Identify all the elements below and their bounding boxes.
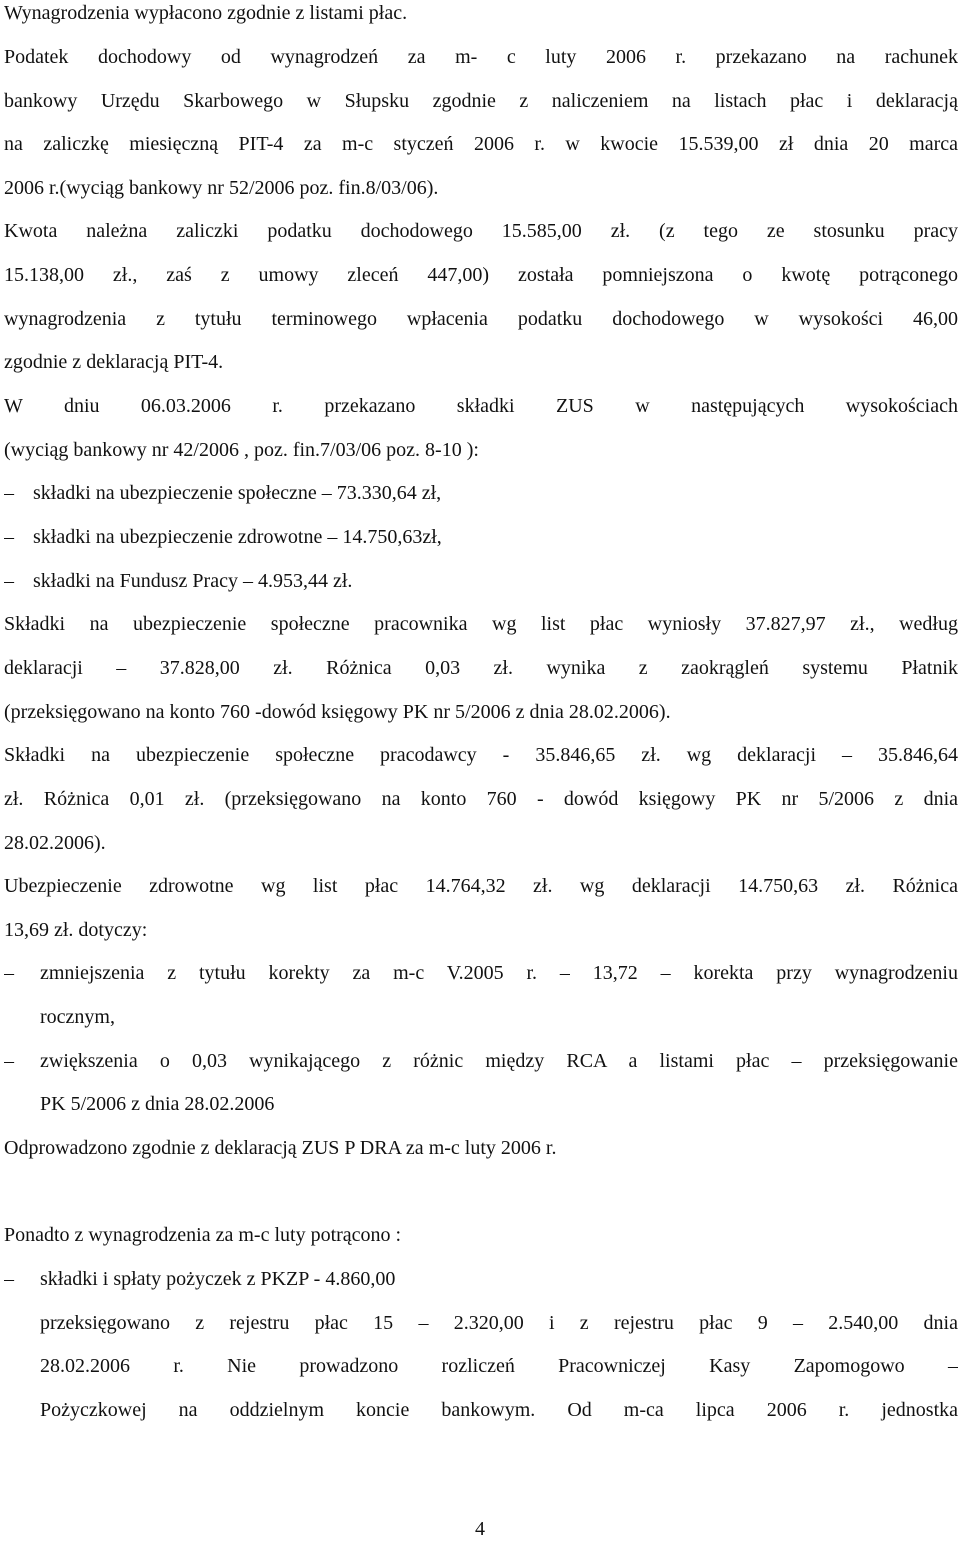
text-line: zgodnie z deklaracją PIT-4. (4, 351, 224, 373)
bullet-dash: – (4, 482, 14, 504)
text-line: zł. Różnica 0,01 zł. (przeksięgowano na konto 760 - dowód księgowy PK nr 5/2006 z dnia (4, 788, 958, 810)
text-line: 2006 r.(wyciąg bankowy nr 52/2006 poz. fin.8/03/06). (4, 177, 439, 199)
text-line: deklaracji – 37.828,00 zł. Różnica 0,03 zł. wynika z zaokrągleń systemu Płatnik (4, 657, 958, 679)
list-item-text: składki na Fundusz Pracy – 4.953,44 zł. (33, 570, 353, 592)
list-item-text: zmniejszenia z tytułu korekty za m-c V.2005 r. – 13,72 – korekta przy wynagrodzeniu (40, 962, 958, 984)
text-line: bankowy Urzędu Skarbowego w Słupsku zgodnie z naliczeniem na listach płac i deklaracją (4, 90, 958, 112)
list-item-continuation: rocznym, (40, 1006, 115, 1028)
text-line: Kwota należna zaliczki podatku dochodowego 15.585,00 zł. (z tego ze stosunku pracy (4, 220, 958, 242)
text-line: 28.02.2006). (4, 832, 106, 854)
text-line: W dniu 06.03.2006 r. przekazano składki ZUS w następujących wysokościach (4, 395, 958, 417)
list-item-continuation: 28.02.2006 r. Nie prowadzono rozliczeń Pracowniczej Kasy Zapomogowo – (40, 1355, 958, 1377)
list-item-continuation: PK 5/2006 z dnia 28.02.2006 (40, 1093, 275, 1115)
list-item-continuation: przeksięgowano z rejestru płac 15 – 2.320,00 i z rejestru płac 9 – 2.540,00 dnia (40, 1312, 958, 1334)
list-item-text: zwiększenia o 0,03 wynikającego z różnic między RCA a listami płac – przeksięgowanie (40, 1050, 958, 1072)
list-item (4, 480, 958, 506)
text-line: Składki na ubezpieczenie społeczne pracownika wg list płac wyniosły 37.827,97 zł., według (4, 613, 958, 635)
list-item-text: składki i spłaty pożyczek z PKZP - 4.860,00 (40, 1268, 396, 1290)
page-number: 4 (475, 1518, 485, 1540)
bullet-dash: – (4, 962, 14, 984)
text-line: na zaliczkę miesięczną PIT-4 za m-c styczeń 2006 r. w kwocie 15.539,00 zł dnia 20 marca (4, 133, 958, 155)
text-line: Podatek dochodowy od wynagrodzeń za m- c luty 2006 r. przekazano na rachunek (4, 46, 958, 68)
text-line: wynagrodzenia z tytułu terminowego wpłacenia podatku dochodowego w wysokości 46,00 (4, 308, 958, 330)
list-item (4, 568, 958, 594)
text-line: 15.138,00 zł., zaś z umowy zleceń 447,00) została pomniejszona o kwotę potrąconego (4, 264, 958, 286)
text-line: Ponadto z wynagrodzenia za m-c luty potrącono : (4, 1224, 402, 1246)
list-item-continuation: Pożyczkowej na oddzielnym koncie bankowym. Od m-ca lipca 2006 r. jednostka (40, 1399, 958, 1421)
bullet-dash: – (4, 1050, 14, 1072)
text-line: Odprowadzono zgodnie z deklaracją ZUS P DRA za m-c luty 2006 r. (4, 1137, 557, 1159)
text-line: (wyciąg bankowy nr 42/2006 , poz. fin.7/03/06 poz. 8-10 ): (4, 439, 479, 461)
list-item (4, 1048, 958, 1074)
list-item (4, 524, 958, 550)
text-line: 13,69 zł. dotyczy: (4, 919, 148, 941)
bullet-dash: – (4, 526, 14, 548)
bullet-dash: – (4, 1268, 14, 1290)
list-item-text: składki na ubezpieczenie zdrowotne – 14.750,63zł, (33, 526, 442, 548)
list-item (4, 960, 958, 986)
text-line: Składki na ubezpieczenie społeczne pracodawcy - 35.846,65 zł. wg deklaracji – 35.846,64 (4, 744, 958, 766)
text-line: (przeksięgowano na konto 760 -dowód księgowy PK nr 5/2006 z dnia 28.02.2006). (4, 701, 671, 723)
bullet-dash: – (4, 570, 14, 592)
text-line: Ubezpieczenie zdrowotne wg list płac 14.764,32 zł. wg deklaracji 14.750,63 zł. Różnica (4, 875, 958, 897)
text-line: Wynagrodzenia wypłacono zgodnie z listami płac. (4, 2, 408, 24)
list-item-text: składki na ubezpieczenie społeczne – 73.330,64 zł, (33, 482, 442, 504)
list-item (4, 1266, 958, 1292)
